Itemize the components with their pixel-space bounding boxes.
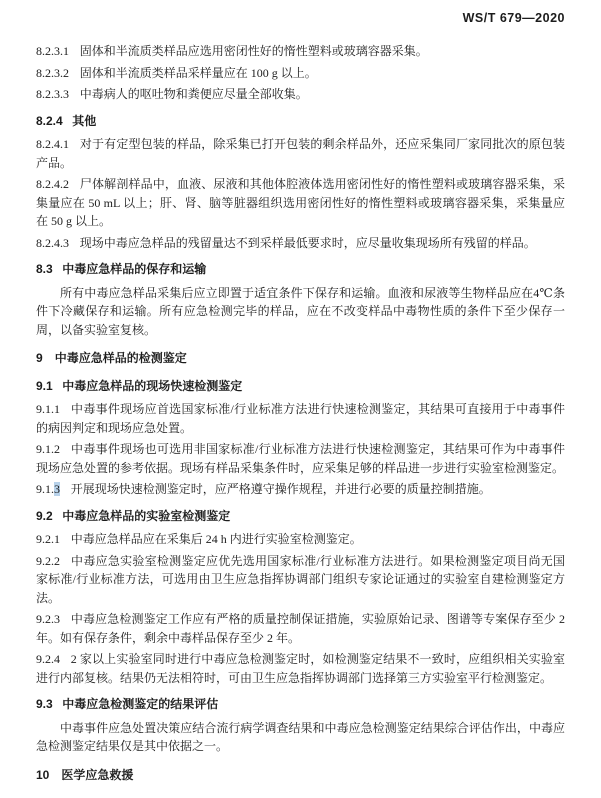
clause-number: 8.2.4.2 [36, 177, 69, 191]
clause-text: 中毒应急样品应在采集后 24 h 内进行实验室检测鉴定。 [70, 532, 362, 546]
clause-number: 9.2.4 [36, 652, 60, 666]
section-heading-8-2-4 [36, 112, 565, 131]
clause-9-1-1 [36, 400, 565, 437]
clause-8-2-4-1 [36, 135, 565, 172]
clause-8-2-3-2 [36, 64, 565, 83]
clause-number: 9.2.1 [36, 532, 60, 546]
clause-text: 2 家以上实验室同时进行中毒应急检测鉴定时，如检测鉴定结果不一致时，应组织相关实验室进行内部复核。结果仍无法相符时，可由卫生应急指挥协调部门选择第三方实验室平行检测鉴定。 [36, 652, 565, 685]
chapter-number: 9 [36, 351, 43, 365]
chapter-heading-10 [36, 766, 565, 785]
chapter-number: 10 [36, 767, 50, 782]
section-number: 9.1 [36, 378, 53, 393]
clause-text: 中毒事件现场应首选国家标准/行业标准方法进行快速检测鉴定，其结果可直接用于中毒事件的病因判定和现场应急处置。 [36, 402, 565, 435]
section-number: 9.3 [36, 697, 53, 711]
section-number: 8.2.4 [36, 113, 63, 128]
chapter-heading-9 [36, 349, 565, 368]
clause-number: 8.2.4.1 [36, 137, 69, 151]
paragraph-9-3 [36, 719, 565, 756]
standard-number-header: WS/T 679—2020 [462, 11, 565, 25]
clause-text: 现场中毒应急样品的残留量达不到采样最低要求时，应尽量收集现场所有残留的样品。 [79, 235, 536, 250]
clause-9-2-3 [36, 610, 565, 647]
section-number: 9.2 [36, 508, 53, 523]
clause-text: 中毒病人的呕吐物和粪便应尽量全部收集。 [79, 87, 308, 101]
clause-number: 9.1.1 [36, 402, 60, 416]
section-title: 中毒应急样品的保存和运输 [62, 262, 207, 276]
clause-number: 8.2.3.2 [36, 65, 69, 80]
clause-number-prefix: 9.1. [36, 482, 54, 496]
paragraph-text: 所有中毒应急样品采集后应立即置于适宜条件下保存和运输。血液和尿液等生物样品应在4℃条件下冷藏保存和运输。所有应急检测完毕的样品，应在不改变样品中毒物性质的条件下至少保存一周，以备实验室复核。 [36, 285, 565, 337]
clause-text: 中毒事件现场也可选用非国家标准/行业标准方法进行快速检测鉴定，其结果可作为中毒事件现场应急处置的参考依据。现场有样品采集条件时，应采集足够的样品进一步进行实验室检测鉴定。 [36, 442, 565, 475]
paragraph-text: 中毒事件应急处置决策应结合流行病学调查结果和中毒应急检测鉴定结果综合评估作出，中毒应急检测鉴定结果仅是其中依据之一。 [36, 720, 565, 753]
clause-8-2-4-3 [36, 234, 565, 253]
clause-9-1-3 [36, 480, 565, 499]
section-heading-9-2 [36, 507, 565, 526]
chapter-title: 医学应急救援 [61, 767, 134, 782]
clause-number-highlighted-digit: 3 [54, 482, 60, 496]
clause-9-2-2 [36, 552, 565, 608]
section-title: 中毒应急样品的实验室检测鉴定 [62, 508, 231, 523]
clause-number: 8.2.4.3 [36, 235, 69, 250]
section-number: 8.3 [36, 262, 53, 276]
section-heading-8-3 [36, 260, 565, 279]
clause-text: 固体和半流质类样品应选用密闭性好的惰性塑料或玻璃容器采集。 [79, 44, 428, 58]
clause-9-1-2 [36, 440, 565, 477]
section-heading-9-3 [36, 695, 565, 714]
chapter-title: 中毒应急样品的检测鉴定 [54, 351, 187, 365]
section-title: 其他 [72, 113, 97, 128]
clause-9-2-4 [36, 650, 565, 687]
section-heading-9-1 [36, 377, 565, 396]
clause-8-2-3-1 [36, 42, 565, 61]
clause-text: 中毒应急检测鉴定工作应有严格的质量控制保证措施，实验原始记录、图谱等专案保存至少 2 年。如有保存条件，剩余中毒样品保存至少 2 年。 [36, 612, 565, 645]
clause-number: 9.2.2 [36, 553, 60, 568]
clause-text: 对于有定型包装的样品，除采集已打开包装的剩余样品外，还应采集同厂家同批次的原包装产品。 [36, 137, 565, 170]
clause-9-2-1 [36, 530, 565, 549]
clause-8-2-3-3 [36, 85, 565, 104]
clause-number: 8.2.3.3 [36, 87, 69, 101]
clause-text: 尸体解剖样品中，血液、尿液和其他体腔液体选用密闭性好的惰性塑料或玻璃容器采集，采集量应在 50 mL 以上；肝、肾、脑等脏器组织选用密闭性好的惰性塑料或玻璃容器采集，采集量应在 50 g 以上。 [36, 177, 565, 228]
section-title: 中毒应急样品的现场快速检测鉴定 [62, 378, 243, 393]
clause-text: 固体和半流质类样品采样量应在 100 g 以上。 [79, 65, 317, 80]
clause-text: 开展现场快速检测鉴定时，应严格遵守操作规程，并进行必要的质量控制措施。 [70, 482, 491, 496]
clause-text: 中毒应急实验室检测鉴定应优先选用国家标准/行业标准方法进行。如果检测鉴定项目尚无国家标准/行业标准方法，可选用由卫生应急指挥协调部门组织专家论证通过的实验室自建检测鉴定方法。 [36, 553, 565, 605]
clause-8-2-4-2 [36, 175, 565, 231]
section-title: 中毒应急检测鉴定的结果评估 [62, 697, 219, 711]
clause-number: 9.1.2 [36, 442, 60, 456]
clause-number: 8.2.3.1 [36, 44, 69, 58]
clause-number: 9.2.3 [36, 612, 60, 626]
paragraph-8-3 [36, 284, 565, 340]
